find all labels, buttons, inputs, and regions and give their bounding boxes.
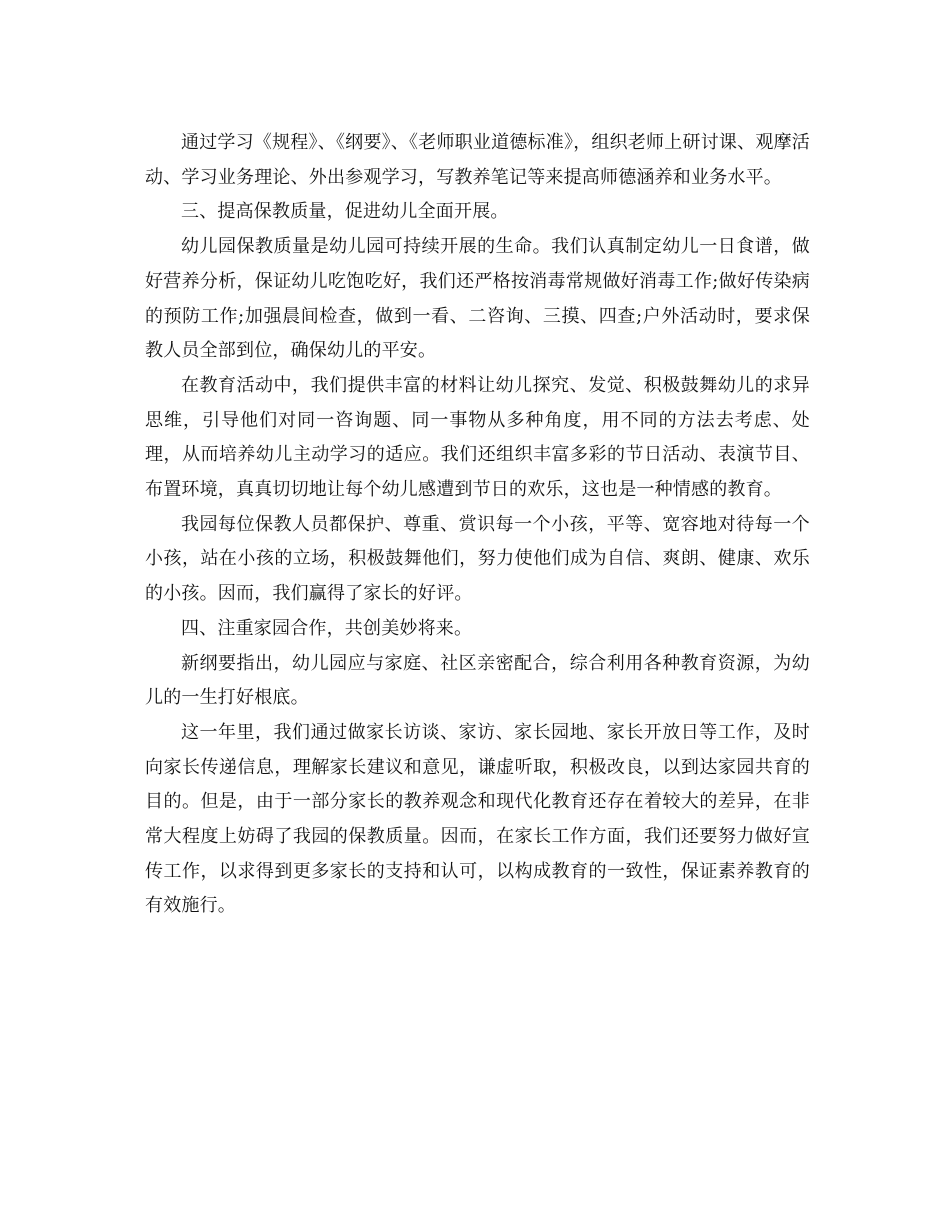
paragraph-2: 幼儿园保教质量是幼儿园可持续开展的生命。我们认真制定幼儿一日食谱，做好营养分析，保证幼儿吃饱吃好，我们还严格按消毒常规做好消毒工作;做好传染病的预防工作;加强晨间检查，做到一看、二咨询、三摸、四查;户外活动时，要求保教人员全部到位，确保幼儿的平安。 (145, 236, 810, 362)
section-heading-3: 三、提高保教质量，促进幼儿全面开展。 (181, 201, 509, 223)
paragraph-1: 通过学习《规程》、《纲要》、《老师职业道德标准》，组织老师上研讨课、观摩活动、学习业务理论、外出参观学习，写教养笔记等来提高师德涵养和业务水平。 (145, 132, 810, 188)
document-body (145, 126, 810, 924)
section-heading-4: 四、注重家园合作，共创美妙将来。 (181, 617, 473, 639)
paragraph-5: 新纲要指出，幼儿园应与家庭、社区亲密配合，综合利用各种教育资源，为幼儿的一生打好根底。 (145, 652, 810, 709)
paragraph-3: 在教育活动中，我们提供丰富的材料让幼儿探究、发觉、积极鼓舞幼儿的求异思维，引导他们对同一咨询题、同一事物从多种角度，用不同的方法去考虑、处理，从而培养幼儿主动学习的适应。我们还组织丰富多彩的节日活动、表演节目、布置环境，真真切切地让每个幼儿感遭到节日的欢乐，这也是一种情感的教育。 (145, 374, 810, 501)
paragraph-4: 我园每位保教人员都保护、尊重、赏识每一个小孩，平等、宽容地对待每一个小孩，站在小孩的立场，积极鼓舞他们，努力使他们成为自信、爽朗、健康、欢乐的小孩。因而，我们赢得了家长的好评。 (145, 513, 810, 605)
paragraph-6: 这一年里，我们通过做家长访谈、家访、家长园地、家长开放日等工作，及时向家长传递信息，理解家长建议和意见，谦虚听取，积极改良，以到达家园共育的目的。但是，由于一部分家长的教养观念和现代化教育还存在着较大的差异，在非常大程度上妨碍了我园的保教质量。因而，在家长工作方面，我们还要努力做好宣传工作，以求得到更多家长的支持和认可，以构成教育的一致性，保证素养教育的有效施行。 (145, 721, 810, 917)
